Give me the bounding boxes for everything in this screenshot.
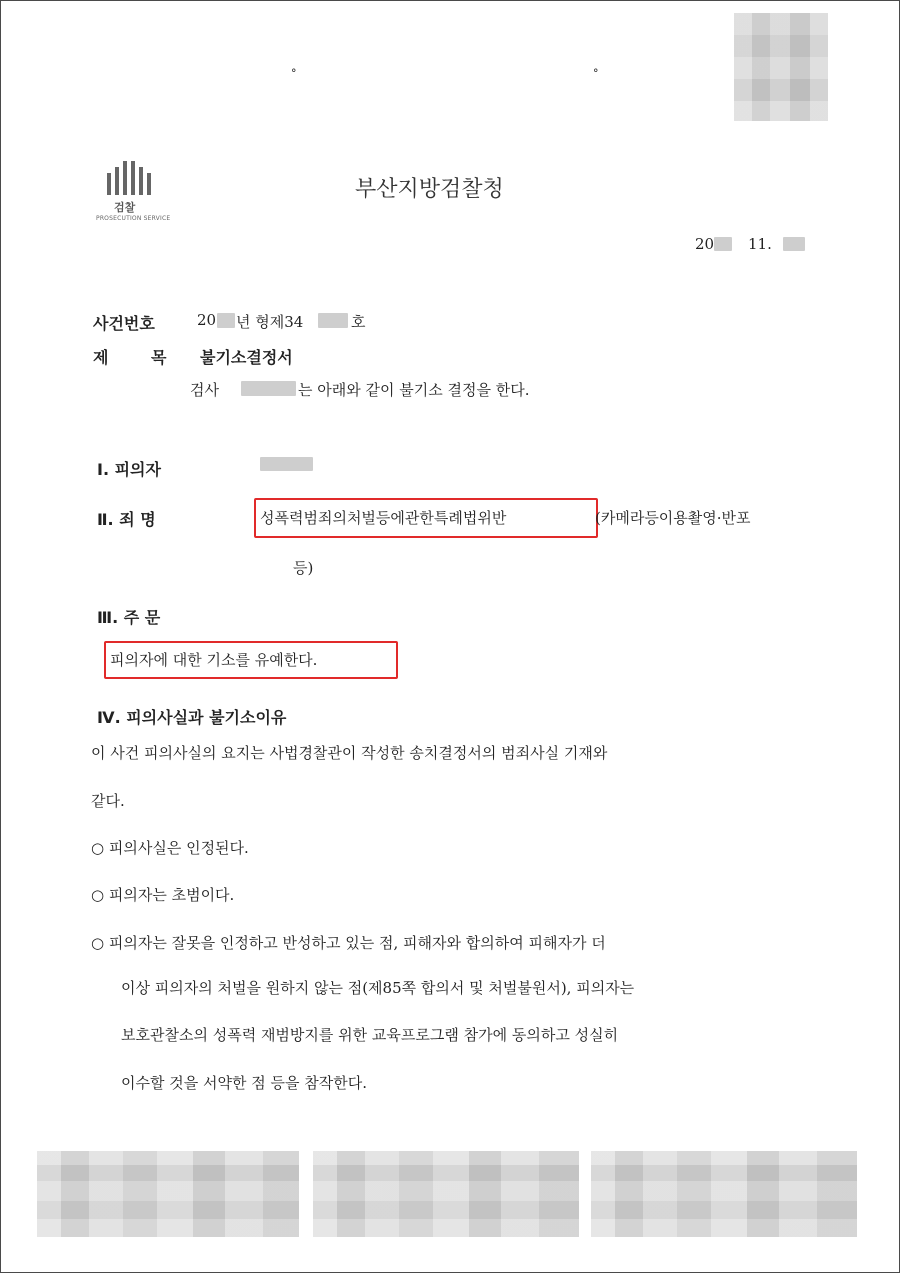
- prosecutor-name-redaction: [241, 381, 296, 396]
- bottom-redaction-block-2: [313, 1151, 579, 1237]
- bullet-1: ○ 피의사실은 인정된다.: [91, 839, 249, 857]
- case-number-label: 사건번호: [93, 314, 155, 333]
- bullet-3-line-4: 이수할 것을 서약한 점 등을 참작한다.: [121, 1074, 367, 1092]
- date-prefix: 20: [695, 235, 715, 253]
- section-1-label: Ⅰ. 피의자: [97, 460, 161, 479]
- section-3-label: Ⅲ. 주 문: [97, 608, 161, 627]
- prosecutor-prefix: 검사: [190, 381, 219, 399]
- offense-name-continued: (카메라등이용촬영·반포: [595, 509, 751, 527]
- section-4-label: Ⅳ. 피의사실과 불기소이유: [97, 708, 287, 727]
- case-number-suffix: 호: [351, 313, 366, 331]
- top-right-small-mark: °: [593, 67, 599, 80]
- document-title: 불기소결정서: [200, 348, 293, 367]
- bullet-3-line-1: ○ 피의자는 잘못을 인정하고 반성하고 있는 점, 피해자와 합의하여 피해자가 더: [91, 934, 606, 952]
- top-left-small-mark: °: [291, 67, 297, 80]
- date-day-redaction: [783, 237, 805, 251]
- top-right-redaction-block: [734, 13, 828, 121]
- intro-line-2: 같다.: [91, 792, 125, 810]
- bullet-3-line-2: 이상 피의자의 처벌을 원하지 않는 점(제85쪽 합의서 및 처벌불원서), 피의자는: [121, 979, 635, 997]
- office-title: 부산지방검찰청: [355, 177, 504, 202]
- prosecutor-statement: 는 아래와 같이 불기소 결정을 한다.: [298, 381, 530, 399]
- prosecution-logo-icon: [107, 161, 153, 195]
- bottom-redaction-block-1: [37, 1151, 299, 1237]
- offense-name-boxed: 성폭력범죄의처벌등에관한특례법위반: [260, 509, 507, 527]
- date-year-redaction: [714, 237, 732, 251]
- offense-name-end: 등): [293, 559, 314, 577]
- logo-subtitle: PROSECUTION SERVICE: [96, 215, 171, 222]
- section-2-label: Ⅱ. 죄 명: [97, 510, 156, 529]
- case-number-middle: 년 형제34: [236, 313, 304, 331]
- bullet-2: ○ 피의자는 초범이다.: [91, 886, 235, 904]
- case-number-prefix: 20: [197, 311, 217, 329]
- document-date: [695, 235, 714, 253]
- bullet-3-line-3: 보호관찰소의 성폭력 재범방지를 위한 교육프로그램 참가에 동의하고 성실히: [121, 1026, 619, 1044]
- title-label-2: 목: [151, 348, 167, 367]
- case-number-redaction: [318, 313, 348, 328]
- case-year-redaction: [217, 313, 235, 328]
- logo-text: 검찰: [114, 201, 136, 214]
- title-label-1: 제: [93, 348, 109, 367]
- bottom-redaction-block-3: [591, 1151, 857, 1237]
- date-month: 11.: [748, 235, 772, 253]
- disposition-text: 피의자에 대한 기소를 유예한다.: [110, 651, 318, 669]
- intro-line-1: 이 사건 피의사실의 요지는 사법경찰관이 작성한 송치결정서의 범죄사실 기재와: [91, 744, 608, 762]
- suspect-name-redaction: [260, 457, 313, 471]
